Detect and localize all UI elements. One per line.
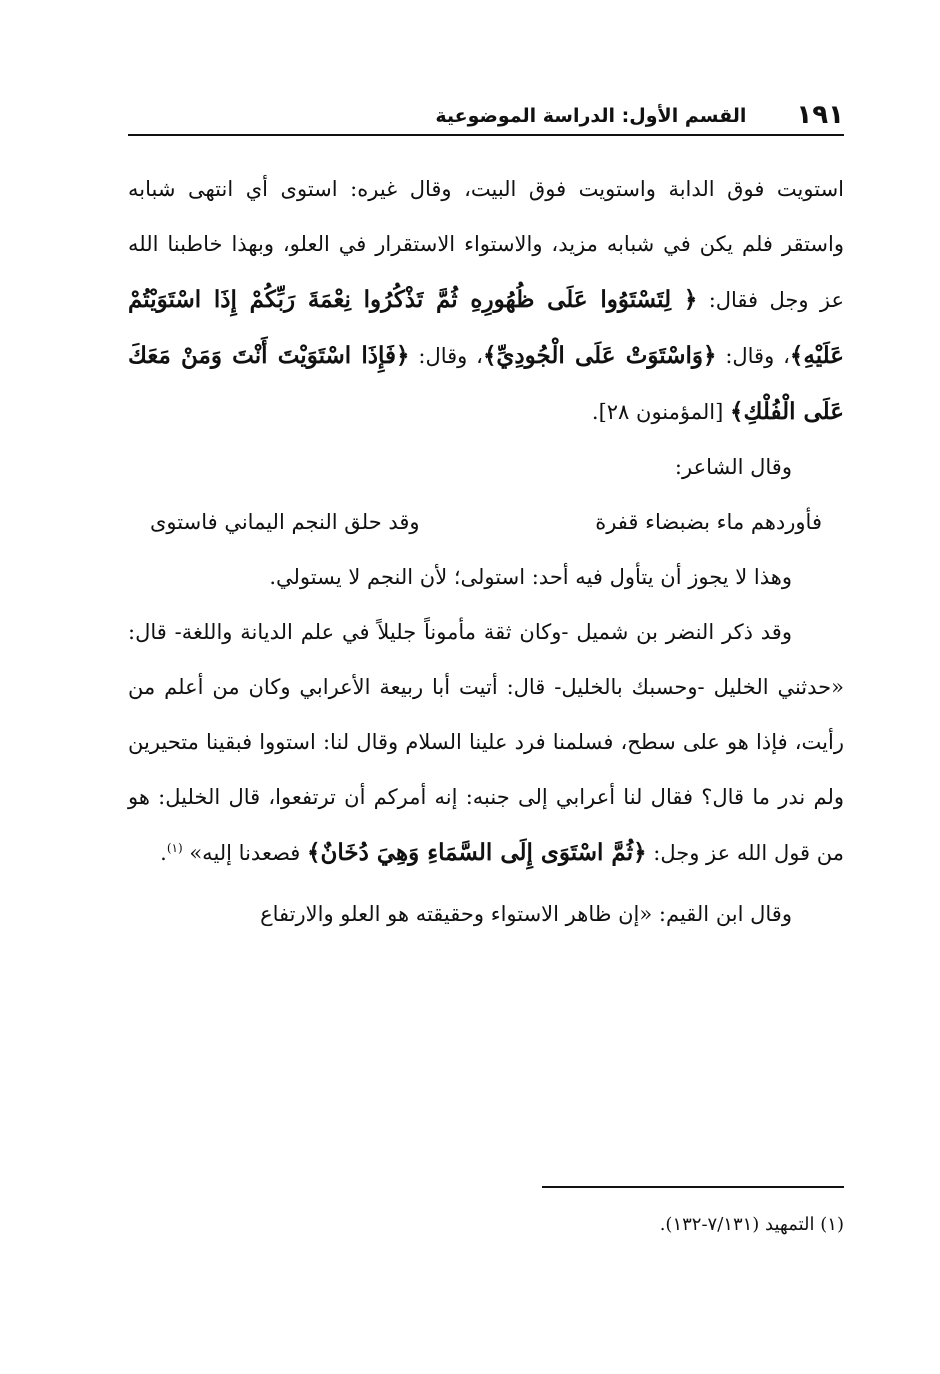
footnote-rule [542,1186,844,1188]
page-number: ١٩١ [796,100,844,130]
paragraph-1 [128,162,844,440]
paragraph-1-text-c: ، وقال: [409,344,483,368]
footnote: (١) التمهيد (٧/١٣١-١٣٢). [659,1214,844,1235]
header-rule [128,134,844,136]
quran-quote-2: ﴿وَاسْتَوَتْ عَلَى الْجُودِيِّ﴾ [482,342,717,369]
paragraph-1-text-b: ، وقال: [716,344,790,368]
paragraph-2: وقال الشاعر: [674,455,792,479]
quran-quote-4: ﴿ثُمَّ اسْتَوَى إِلَى السَّمَاءِ وَهِيَ دُخَانٌ﴾ [307,839,647,866]
paragraph-1-text-d: [المؤمنون ٢٨]. [591,400,730,424]
paragraph-1-text: استويت فوق الدابة واستويت فوق البيت، وقال غيره: استوى أي انتهى شبابه واستقر فلم يكن في شبابه مزيد، والاستواء الاستقرار في العلو، وبهذا خاطبنا الله عز وجل فقال: [128,177,845,312]
verse-first-hemistich: فأوردهم ماء بضبضاء قفرة [595,510,822,534]
paragraph-4 [128,605,844,881]
quran-quote-1: ﴿ لِتَسْتَوُوا عَلَى ظُهُورِهِ ثُمَّ تَذْكُرُوا نِعْمَةَ رَبِّكُمْ إِذَا اسْتَوَيْتُمْ عَلَيْهِ﴾ [128,286,844,369]
paragraph-3: وهذا لا يجوز أن يتأول فيه أحد: استولى؛ لأن النجم لا يستولي. [269,565,792,589]
page-header [128,84,844,128]
verse-second-hemistich: وقد حلق النجم اليماني فاستوى [150,510,420,534]
poetry-verse [128,495,844,550]
running-title: القسم الأول: الدراسة الموضوعية [435,105,747,127]
paragraph-4-text-b: فصعدنا إليه» [182,841,308,865]
quran-quote-3: ﴿فَإِذَا اسْتَوَيْتَ أَنْتَ وَمَنْ مَعَكَ عَلَى الْفُلْكِ﴾ [128,342,844,425]
footnote-reference: (١) [166,841,183,855]
paragraph-4-text-c: . [160,841,167,865]
body-text [128,162,844,942]
paragraph-5: وقال ابن القيم: «إن ظاهر الاستواء وحقيقته هو العلو والارتفاع [260,902,792,926]
paragraph-4-text: وقد ذكر النضر بن شميل -وكان ثقة مأموناً جليلاً في علم الديانة واللغة- قال: «حدثني الخليل -وحسبك بالخليل- قال: أتيت أبا ربيعة الأعرابي وكان من أعلم من رأيت، فإذا هو على سطح، فسلمنا فرد علينا السلام وقال لنا: استووا فبقينا متحيرين ولم ندر ما قال؟ فقال لنا أعرابي إلى جنبه: إنه أمركم أن ترتفعوا، قال الخليل: هو من قول الله عز وجل: [128,620,844,865]
